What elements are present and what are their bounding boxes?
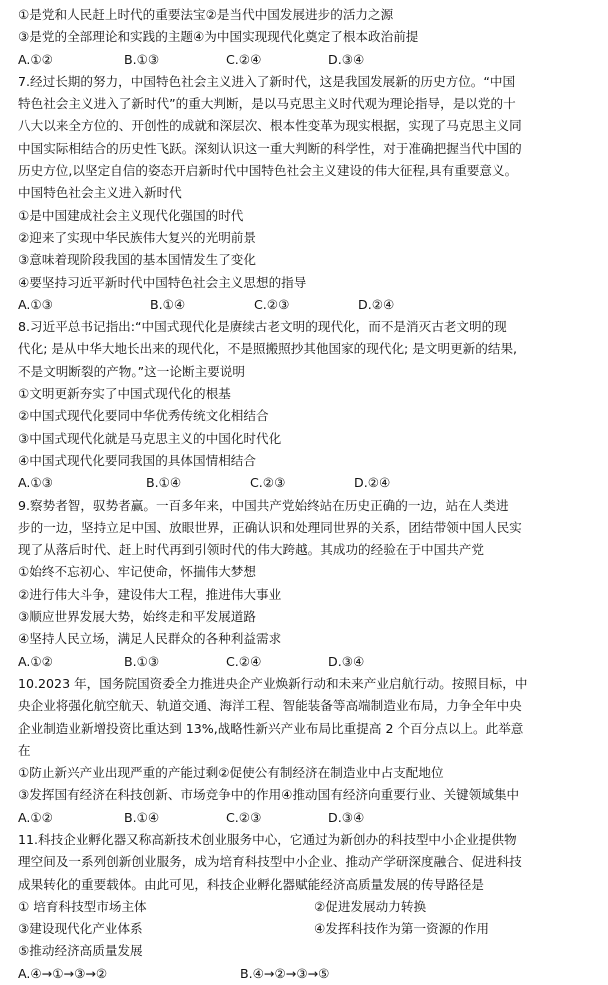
answer-b: B.④→②→③→⑤ (240, 965, 330, 981)
question-stem-line: 8.习近平总书记指出:“中国式现代化是赓续古老文明的现代化，而不是消灭古老文明的现 (18, 319, 507, 335)
question-stem-line: 9.察势者智，驭势者赢。一百多年来，中国共产党始终站在历史正确的一边，站在人类进 (18, 497, 509, 513)
answer-a: A.①③ (18, 475, 53, 491)
question-stem-line: 企业制造业新增投资比重达到 13%,战略性新兴产业布局比重提高 2 个百分点以上。此举意 (18, 720, 524, 736)
option-4: ④坚持人民立场，满足人民群众的各种利益需求 (18, 631, 282, 647)
answer-b: B.①④ (146, 475, 182, 491)
option-3: ③意味着现阶段我国的基本国情发生了变化 (18, 252, 256, 268)
answer-d: D.②④ (354, 475, 391, 491)
answer-c: C.②③ (254, 296, 290, 312)
question-9 (18, 495, 594, 673)
option-3: ③中国式现代化就是马克思主义的中国化时代化 (18, 430, 282, 446)
answer-c: C.②③ (250, 475, 286, 491)
option-1: ①是中国建成社会主义现代化强国的时代 (18, 207, 244, 223)
answer-d: D.③④ (328, 51, 365, 67)
option-pair (18, 896, 594, 918)
option-line: ①防止新兴产业出现严重的产能过剩②促使公有制经济在制造业中占支配地位 (18, 765, 444, 781)
option-2: ②促进发展动力转换 (314, 898, 427, 914)
answer-a: A.①② (18, 51, 53, 67)
answer-b: B.①④ (124, 809, 160, 825)
answer-b: B.①④ (150, 296, 186, 312)
answer-d: D.③④ (328, 809, 365, 825)
question-stem-line: 理空间及一系列创新创业服务，成为培育科技型中小企业、推动产学研深度融合、促进科技 (18, 854, 522, 870)
option-pair (18, 918, 594, 940)
option-1: ①文明更新夯实了中国式现代化的根基 (18, 386, 231, 402)
answer-a: A.④→①→③→② (18, 965, 108, 981)
option-1: ① 培育科技型市场主体 (18, 898, 147, 914)
option-line: ①是党和人民赶上时代的重要法宝②是当代中国发展进步的活力之源 (18, 7, 394, 22)
option-2: ②中国式现代化要同中华优秀传统文化相结合 (18, 408, 269, 424)
option-3: ③建设现代化产业体系 (18, 921, 143, 937)
question-stem-line: 特色社会主义进入了新时代”的重大判断，是以马克思主义时代观为理论指导，是以党的十 (18, 96, 516, 112)
question-stem-line: 八大以来全方位的、开创性的成就和深层次、根本性变革为现实根据，实现了马克思主义同 (18, 118, 522, 134)
question-stem-line: 代化; 是从中华大地长出来的现代化，不是照搬照抄其他国家的现代化; 是文明更新的结果, (18, 341, 518, 357)
answer-d: D.②④ (358, 296, 395, 312)
option-2: ②迎来了实现中华民族伟大复兴的光明前景 (18, 229, 256, 245)
option-1: ①始终不忘初心、牢记使命，怀揣伟大梦想 (18, 564, 256, 580)
option-4: ④发挥科技作为第一资源的作用 (314, 921, 490, 937)
option-line: ③是党的全部理论和实践的主题④为中国实现现代化奠定了根本政治前提 (18, 29, 419, 45)
answer-c: C.②④ (226, 51, 262, 67)
answer-b: B.①③ (124, 51, 160, 67)
question-7 (18, 71, 594, 316)
answer-a: A.①③ (18, 296, 53, 312)
option-2: ②进行伟大斗争，建设伟大工程，推进伟大事业 (18, 586, 282, 602)
option-4: ④要坚持习近平新时代中国特色社会主义思想的指导 (18, 274, 307, 290)
answer-choices (18, 294, 594, 316)
question-stem-line: 中国实际相结合的历史性飞跃。深刻认识这一重大判断的科学性，对于准确把握当代中国的 (18, 140, 522, 156)
question-11 (18, 829, 594, 985)
question-stem-line: 成果转化的重要载体。由此可见，科技企业孵化器赋能经济高质量发展的传导路径是 (18, 876, 484, 892)
answer-a: A.①② (18, 809, 53, 825)
question-stem-line: 步的一边，坚持立足中国、放眼世界，正确认识和处理同世界的关系，团结带领中国人民实 (18, 519, 522, 535)
question-stem-line: 11.科技企业孵化器又称高新技术创业服务中心，它通过为新创办的科技型中小企业提供物 (18, 831, 517, 847)
answer-a: A.①② (18, 653, 53, 669)
answer-d: D.③④ (328, 653, 365, 669)
option-4: ④中国式现代化要同我国的具体国情相结合 (18, 452, 256, 468)
question-stem-line: 历史方位,以坚定自信的姿态开启新时代中国特色社会主义建设的伟大征程,具有重要意义。 (18, 163, 518, 179)
question-stem-line: 7.经过长期的努力，中国特色社会主义进入了新时代，这是我国发展新的历史方位。“中国 (18, 73, 516, 89)
answer-choices (18, 651, 594, 673)
option-3: ③顺应世界发展大势，始终走和平发展道路 (18, 609, 256, 625)
answer-c: C.②③ (226, 809, 262, 825)
question-stem-line: 现了从落后时代、赶上时代再到引领时代的伟大跨越。其成功的经验在于中国共产党 (18, 542, 484, 558)
answer-b: B.①③ (124, 653, 160, 669)
answer-choices (18, 963, 594, 985)
question-stem-line: 在 (18, 742, 31, 758)
answer-c: C.②④ (226, 653, 262, 669)
answer-choices (18, 49, 594, 71)
question-stem-line: 不是文明断裂的产物。”这一论断主要说明 (18, 363, 245, 379)
question-stem-line: 中国特色社会主义进入新时代 (18, 185, 182, 201)
question-8 (18, 316, 594, 494)
option-5: ⑤推动经济高质量发展 (18, 943, 143, 959)
question-6-tail (18, 4, 594, 71)
answer-choices (18, 472, 594, 494)
question-stem-line: 10.2023 年，国务院国资委全力推进央企产业焕新行动和未来产业启航行动。按照目标，中 (18, 675, 528, 691)
question-stem-line: 央企业将强化航空航天、轨道交通、海洋工程、智能装备等高端制造业布局，力争全年中央 (18, 698, 522, 714)
question-10 (18, 673, 594, 829)
answer-choices (18, 807, 594, 829)
option-line: ③发挥国有经济在科技创新、市场竞争中的作用④推动国有经济向重要行业、关键领域集中 (18, 787, 520, 803)
